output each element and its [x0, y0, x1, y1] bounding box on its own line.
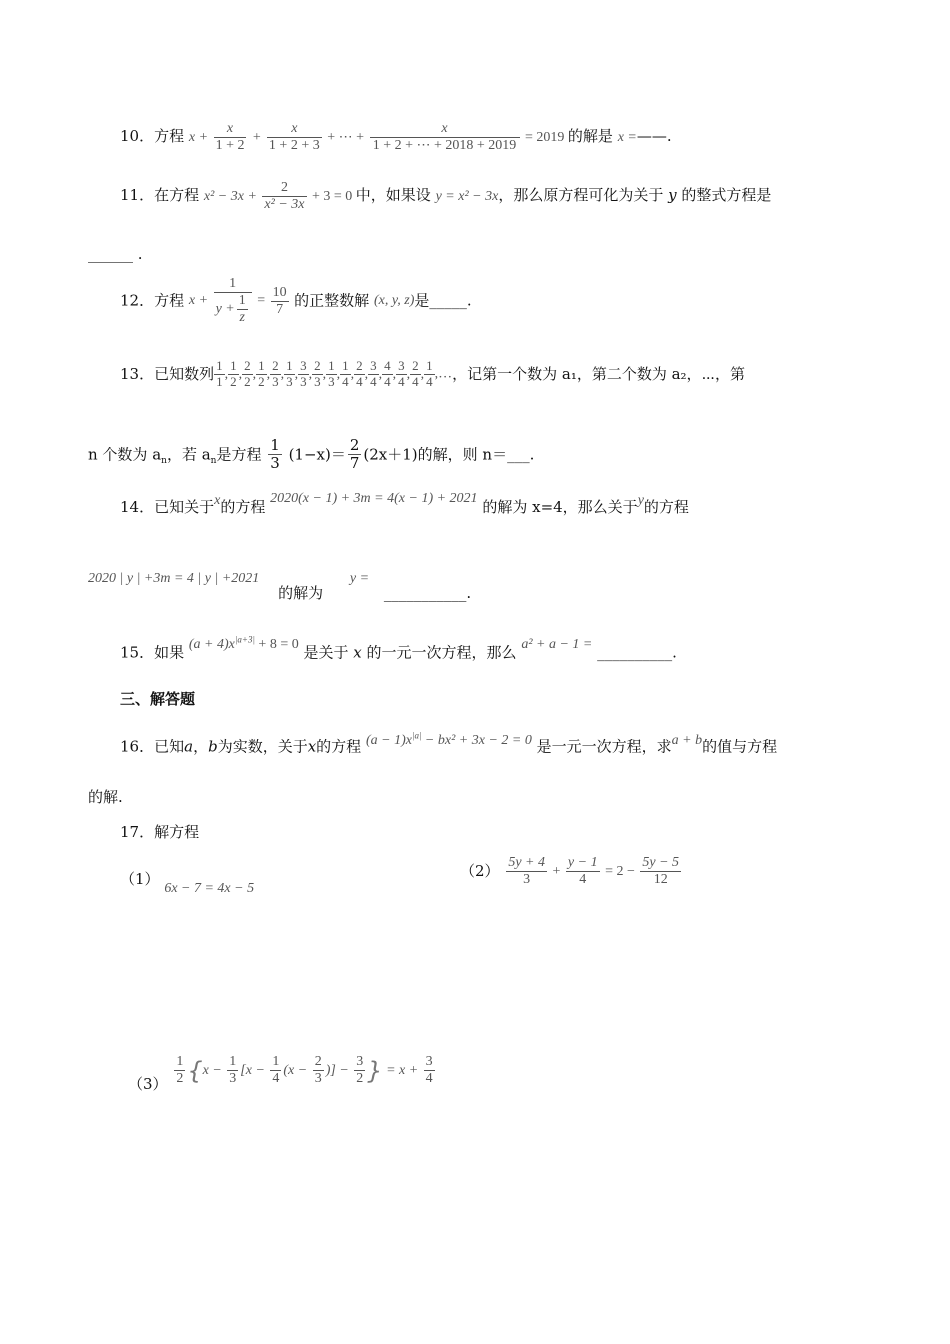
q10-equation: x + $\frac{x}{1 + 2}$ + $\frac{x}{1 + 2 + 3}$ + ⋯ + $\frac{x}{1 + 2 + \cdots + 2018 + 2019}$ = 2019: [188, 121, 565, 154]
question-16: [120, 730, 778, 756]
sequence-separator: ,: [420, 366, 425, 382]
q16-mid3: 是一元一次方程，求: [536, 737, 672, 756]
q16-tail: 的值与方程: [702, 737, 778, 756]
q17-number: 17．: [120, 823, 155, 841]
q17-p1-label: （1）: [120, 870, 160, 888]
q16-mid1: 为实数，关于: [217, 737, 308, 756]
sequence-fraction: $\frac{1}{3}$: [328, 358, 335, 389]
q14-var-y: y: [637, 493, 644, 508]
sequence-fraction: $\frac{1}{2}$: [258, 358, 265, 389]
q16-var: x: [307, 737, 317, 756]
q11-substitution: y = x² − 3x: [435, 188, 499, 204]
sequence-separator: ,: [406, 366, 411, 382]
q17-part-2: [460, 855, 683, 888]
q13-seq-tail: ,…: [434, 366, 453, 382]
q17-part-1: [120, 870, 255, 896]
sequence-separator: ,: [350, 366, 355, 382]
section-title: 三、解答题: [120, 690, 196, 708]
q15-number: 15．: [120, 643, 155, 662]
q14-line2: [88, 570, 472, 602]
q14-equation-1: 2020(x − 1) + 3m = 4(x − 1) + 2021: [270, 491, 478, 506]
q12-triple: (x, y, z): [373, 293, 415, 309]
q10-number: 10．: [120, 126, 155, 145]
sequence-separator: ,: [336, 366, 341, 382]
sequence-fraction: $\frac{2}{4}$: [356, 358, 363, 389]
q16-number: 16．: [120, 737, 155, 756]
q17-part-3: [128, 1054, 437, 1094]
q17-p3-label: （3）: [128, 1075, 168, 1094]
q14-var-x: x: [214, 493, 221, 508]
question-10: [120, 121, 672, 154]
q12-tail: 是_____.: [414, 291, 472, 310]
q12-equation: x + 1 y + $\frac{1}{z}$ = $\frac{10}{7}$: [188, 276, 287, 326]
q11-answer-line: ______ .: [88, 245, 143, 263]
q15-answer-blank: __________.: [597, 643, 677, 662]
q14-equation-2: 2020 | y | +3m = 4 | y | +2021: [88, 571, 260, 586]
q10-tail: ——.: [636, 126, 672, 145]
q16-lead: 已知: [154, 737, 185, 756]
q13-line2: n 个数为 $a_n$，若 $a_n$是方程 $\frac{1}{3}$ (1−x)＝ $\frac{2}{7}$ (2x＋1)的解，则 n＝___.: [88, 436, 535, 473]
q16-mid2: 的方程: [316, 737, 362, 756]
sequence-fraction: $\frac{3}{3}$: [300, 358, 307, 389]
sequence-fraction: $\frac{1}{1}$: [216, 358, 223, 389]
question-13: [120, 359, 745, 390]
q11-tail-a: ，那么原方程可化为关于: [498, 185, 664, 204]
q14-mid1: 的方程: [220, 498, 266, 516]
q17-p2-equation: $\frac{5y + 4}{3}$ + $\frac{y - 1}{4}$ = 2 − $\frac{5y - 5}{12}$: [508, 855, 680, 888]
q14-number: 14．: [120, 498, 155, 516]
q17-lead: 解方程: [154, 823, 200, 841]
q14-mid4: 的解为: [278, 584, 324, 602]
q15-mid: 是关于: [303, 643, 349, 662]
sequence-separator: ,: [280, 366, 285, 382]
q14-mid2: 的解为 x=4，那么关于: [482, 498, 638, 516]
q15-expression: a² + a − 1 =: [521, 636, 593, 652]
q11-tail-b: 的整式方程是: [681, 185, 772, 204]
q11-lead: 在方程: [154, 185, 200, 204]
sequence-separator: ,: [392, 366, 397, 382]
sequence-fraction: $\frac{2}{3}$: [314, 358, 321, 389]
q10-lead: 方程: [154, 126, 185, 145]
sequence-fraction: $\frac{2}{3}$: [272, 358, 279, 389]
q17-p2-label: （2）: [460, 862, 500, 881]
sequence-fraction: $\frac{3}{4}$: [398, 358, 405, 389]
q16-equation: $(a - 1)x^{|a|} - bx^2 + 3x - 2 = 0$: [365, 730, 532, 748]
q11-mid: 中，如果设: [355, 185, 431, 204]
q16-b: b: [208, 737, 218, 756]
q11-number: 11．: [120, 185, 155, 204]
question-12: [120, 276, 472, 326]
q16-comma: ，: [193, 737, 209, 756]
question-11: [120, 180, 771, 213]
sequence-separator: ,: [294, 366, 299, 382]
q13-sequence: [214, 358, 435, 389]
sequence-separator: ,: [378, 366, 383, 382]
sequence-fraction: $\frac{3}{4}$: [370, 358, 377, 389]
sequence-fraction: $\frac{1}{3}$: [286, 358, 293, 389]
q14-lead: 已知关于: [154, 498, 215, 516]
sequence-separator: ,: [308, 366, 313, 382]
q11-var: y: [668, 185, 677, 204]
q13-number: 13．: [120, 364, 155, 383]
question-14: [120, 491, 689, 516]
q16-a: a: [184, 737, 194, 756]
q17-p3-equation: $\frac{1}{2}$ {x − $\frac{1}{3}$ [x − $\frac{1}{4}$ (x − $\frac{2}{3}$ )] − $\frac{3}{2}$ } = x + $\frac{3}{4}$: [176, 1054, 433, 1087]
sequence-fraction: $\frac{4}{4}$: [384, 358, 391, 389]
question-15: [120, 634, 677, 662]
q16-sum: a + b: [671, 732, 703, 748]
sequence-fraction: $\frac{1}{2}$: [230, 358, 237, 389]
sequence-fraction: $\frac{1}{4}$: [426, 358, 433, 389]
sequence-separator: ,: [252, 366, 257, 382]
sequence-fraction: $\frac{2}{4}$: [412, 358, 419, 389]
q13-lead: 已知数列: [154, 364, 215, 383]
q14-answer-label: y =: [349, 571, 370, 586]
q12-lead: 方程: [154, 291, 185, 310]
q15-equation: $(a + 4)x^{|a+3|} + 8 = 0$: [188, 634, 299, 652]
q13-line1-tail: ，记第一个数为 a₁，第二个数为 a₂，⋯，第: [452, 364, 746, 383]
q12-number: 12．: [120, 291, 155, 310]
q14-mid3: 的方程: [643, 498, 689, 516]
sequence-fraction: $\frac{2}{2}$: [244, 358, 251, 389]
q10-answer-label: x =: [617, 129, 637, 145]
sequence-separator: ,: [266, 366, 271, 382]
sequence-separator: ,: [322, 366, 327, 382]
sequence-separator: ,: [364, 366, 369, 382]
q17-p1-equation: 6x − 7 = 4x − 5: [164, 881, 255, 896]
q15-mid2: 的一元一次方程，那么: [366, 643, 517, 662]
q10-mid: 的解是: [567, 126, 613, 145]
sequence-fraction: $\frac{1}{4}$: [342, 358, 349, 389]
sequence-separator: ,: [224, 366, 229, 382]
q15-lead: 如果: [154, 643, 185, 662]
q15-var: x: [353, 643, 362, 662]
q14-answer-blank: ___________.: [383, 584, 472, 602]
question-17: [120, 825, 199, 840]
sequence-separator: ,: [238, 366, 243, 382]
q16-line2: 的解.: [88, 788, 123, 806]
q11-equation: x² − 3x + $\frac{2}{\text{x² − 3x}}$ + 3 = 0: [203, 180, 353, 213]
q12-mid: 的正整数解: [294, 291, 370, 310]
